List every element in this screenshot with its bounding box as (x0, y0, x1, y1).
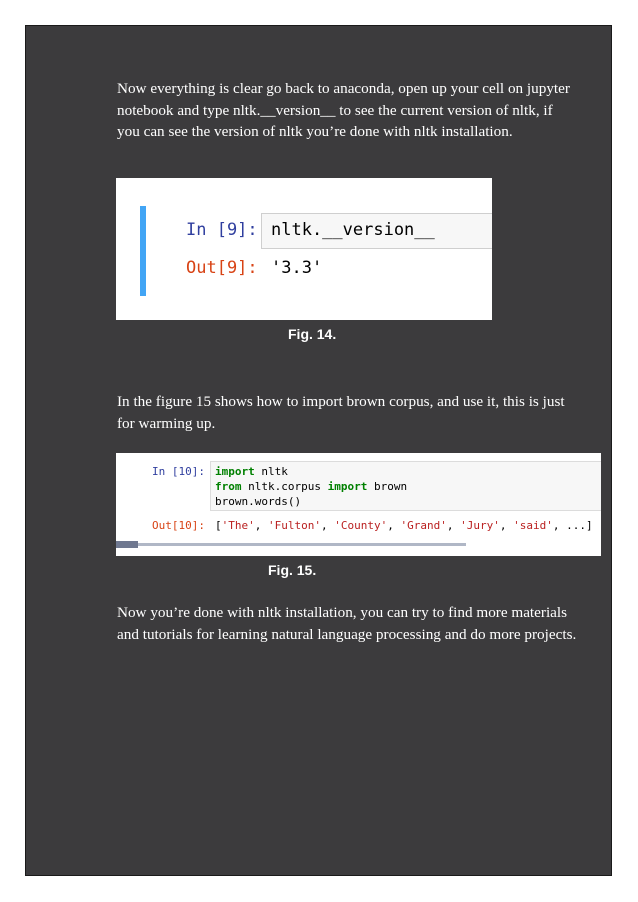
input-prompt: In [9]: (186, 220, 258, 240)
code-block (215, 464, 407, 509)
result-item: 'said' (513, 519, 553, 532)
figure-14-screenshot (116, 178, 492, 320)
output-text: '3.3' (271, 258, 323, 278)
code-text: nltk.__version__ (271, 220, 435, 240)
keyword-from: from (215, 480, 242, 493)
code-token: nltk (254, 465, 288, 478)
code-token: nltk.corpus (241, 480, 328, 493)
code-token: brown.words() (215, 495, 302, 508)
result-item: 'Fulton' (268, 519, 321, 532)
output-prompt: Out[9]: (186, 258, 258, 278)
figure-15-screenshot (116, 453, 601, 556)
paragraph-conclusion: Now you’re done with nltk installation, you can try to find more materials and tutorials for learning natural language processing and do more projects. (117, 604, 577, 643)
result-item: 'Grand' (400, 519, 447, 532)
figure-15-caption: Fig. 15. (268, 562, 317, 578)
paragraph-brown-corpus: In the figure 15 shows how to import brown corpus, and use it, this is just for warming up. (117, 393, 565, 432)
bracket-close: , ...] (552, 519, 593, 532)
keyword-import: import (327, 480, 368, 493)
code-token: brown (367, 480, 408, 493)
output-text: ['The', 'Fulton', 'County', 'Grand', 'Jury', 'said', ...] (215, 519, 593, 532)
result-item: 'The' (221, 519, 255, 532)
output-prompt: Out[10]: (152, 519, 205, 532)
bracket-open: [ (215, 519, 222, 532)
active-cell-indicator (140, 206, 146, 296)
result-item: 'County' (334, 519, 388, 532)
horizontal-scrollbar[interactable] (116, 543, 466, 546)
figure-14-caption: Fig. 14. (288, 326, 337, 342)
scrollbar-thumb[interactable] (116, 541, 138, 548)
result-item: 'Jury' (460, 519, 500, 532)
paragraph-intro: Now everything is clear go back to anaconda, open up your cell on jupyter notebook and type nltk.__version__ to see the current version of nltk, if you can see the version of nltk you’re done with nltk installation. (117, 80, 570, 140)
input-prompt: In [10]: (152, 465, 205, 478)
keyword-import: import (215, 465, 255, 478)
document-page (25, 25, 612, 876)
